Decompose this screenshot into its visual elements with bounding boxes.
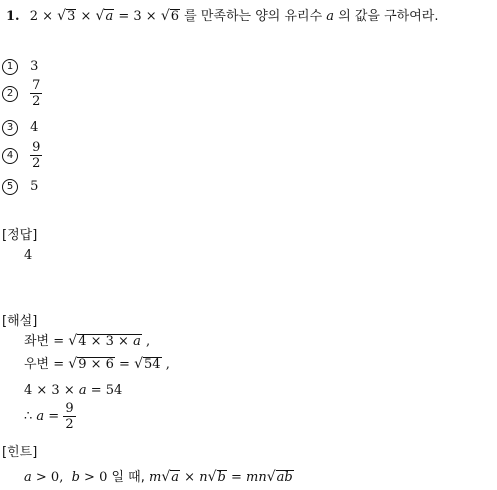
question-text-2: 의 값을 구하여라. (338, 9, 439, 24)
option-value-5: 5 (30, 179, 39, 194)
option-1[interactable] (2, 56, 38, 78)
option-marker-2: 2 (2, 86, 18, 102)
sqrt-expression: √4 × 3 × a (68, 333, 141, 349)
variable-a: a (326, 9, 335, 24)
option-4[interactable] (2, 140, 42, 171)
question-line (6, 4, 439, 28)
sqrt-b: √b (207, 469, 226, 485)
answer-label: [정답] (2, 228, 38, 243)
explanation-label: [해설] (2, 314, 38, 329)
sqrt-expression: √9 × 6 (68, 356, 114, 372)
option-3[interactable] (2, 117, 38, 139)
explanation-line-4: ∴ a = $\frac{9}{2}$ (24, 401, 74, 432)
question-equation: 2 × √3 × √a = 3 × √6 (30, 9, 184, 24)
sqrt-a: √a (95, 8, 114, 24)
option-marker-3: 3 (2, 120, 18, 136)
hint-label: [힌트] (2, 445, 38, 460)
sqrt-a: √a (161, 469, 180, 485)
explanation-line-1: 좌변 = √4 × 3 × a , (24, 330, 150, 352)
right-side-label: 우변 (24, 357, 50, 372)
option-marker-4: 4 (2, 148, 18, 164)
explanation-line-3: 4 × 3 × a = 54 (24, 383, 123, 398)
question-text-1: 를 만족하는 양의 유리수 (184, 9, 323, 24)
option-marker-5: 5 (2, 179, 18, 195)
sqrt-6: √6 (160, 8, 180, 24)
question-number: 1. (6, 9, 20, 24)
hint-text: 일 때, (111, 470, 145, 485)
sqrt-3: √3 (57, 8, 76, 24)
option-value-2: $\frac{7}{2}$ (32, 78, 41, 109)
option-marker-1: 1 (2, 59, 18, 75)
option-5[interactable] (2, 176, 38, 198)
option-value-3: 4 (30, 120, 39, 135)
hint-line: a > 0, b > 0 일 때, m√a × n√b = mn√ab (24, 466, 294, 488)
final-fraction: $\frac{9}{2}$ (65, 401, 74, 432)
left-side-label: 좌변 (24, 334, 50, 349)
option-value-1: 3 (30, 59, 39, 74)
explanation-line-2: 우변 = √9 × 6 = √54 , (24, 353, 170, 375)
answer-value: 4 (24, 248, 33, 263)
option-value-4: $\frac{9}{2}$ (32, 140, 41, 171)
sqrt-54: √54 (134, 356, 161, 372)
sqrt-ab: √ab (266, 469, 293, 485)
option-2[interactable] (2, 78, 42, 109)
